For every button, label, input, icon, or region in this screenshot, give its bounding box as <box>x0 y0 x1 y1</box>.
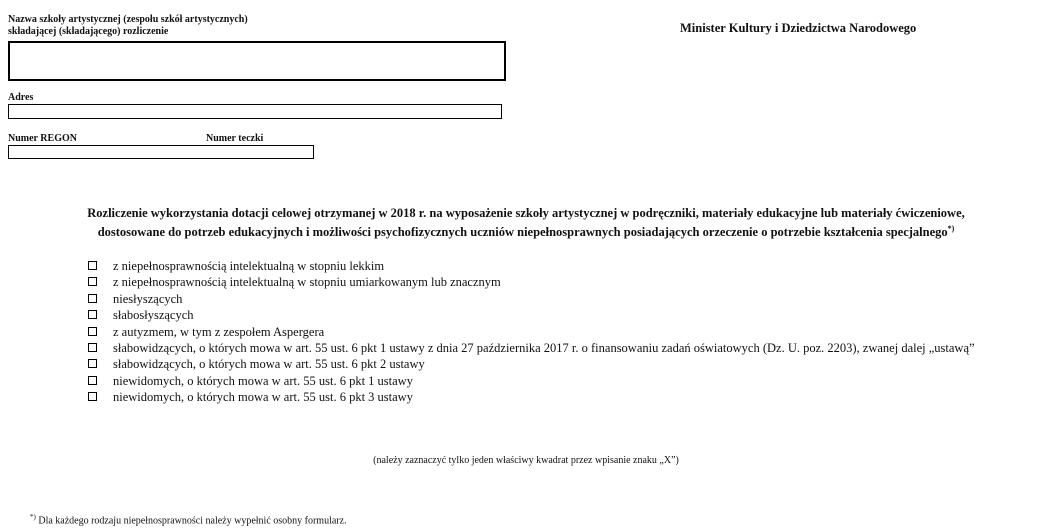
option-row[interactable] <box>88 291 1052 307</box>
option-row[interactable] <box>88 389 1052 405</box>
checkbox[interactable] <box>88 376 97 385</box>
option-label: niewidomych, o których mowa w art. 55 ust. 6 pkt 3 ustawy <box>113 390 413 405</box>
title-line-1: Rozliczenie wykorzystania dotacji celowej otrzymanej w 2018 r. na wyposażenie szkoły artystycznej w podręczniki, materiały edukacyjne lub materiały ćwiczeniowe, <box>87 206 965 220</box>
address-field[interactable] <box>8 104 502 119</box>
school-name-label-line1: Nazwa szkoły artystycznej (zespołu szkół artystycznych) <box>8 14 248 25</box>
footnote-mark: *) <box>30 513 36 521</box>
checkbox[interactable] <box>88 277 97 286</box>
option-row[interactable] <box>88 340 1052 356</box>
document-title <box>0 206 1052 240</box>
option-label: słabowidzących, o których mowa w art. 55 ust. 6 pkt 1 ustawy z dnia 27 października 2017 r. o finansowaniu zadań oświatowych (Dz. U. poz. 2203), zwanej dalej „ustawą” <box>113 341 975 356</box>
title-line-2: dostosowane do potrzeb edukacyjnych i możliwości psychofizycznych uczniów niepełnosprawnych posiadających orzeczenie o potrzebie kształcenia specjalnego*) <box>97 224 955 240</box>
checkbox[interactable] <box>88 392 97 401</box>
footnote <box>30 513 347 526</box>
footnote-text: Dla każdego rodzaju niepełnosprawności należy wypełnić osobny formularz. <box>35 515 347 527</box>
checkbox[interactable] <box>88 359 97 368</box>
regon-field[interactable] <box>8 145 314 159</box>
recipient: Minister Kultury i Dziedzictwa Narodowego <box>680 21 917 35</box>
option-label: niewidomych, o których mowa w art. 55 ust. 6 pkt 1 ustawy <box>113 373 413 388</box>
school-name-field[interactable] <box>8 41 506 81</box>
checkbox[interactable] <box>88 310 97 319</box>
school-name-label <box>8 14 248 38</box>
checkbox[interactable] <box>88 294 97 303</box>
option-row[interactable] <box>88 373 1052 389</box>
footnote-marker: *) <box>947 224 955 233</box>
option-label: z niepełnosprawnością intelektualną w stopniu lekkim <box>113 259 385 273</box>
option-label: z autyzmem, w tym z zespołem Aspergera <box>113 324 325 339</box>
option-row[interactable] <box>88 307 1052 323</box>
option-row[interactable] <box>88 324 1052 340</box>
option-row[interactable] <box>88 258 1052 274</box>
option-label: słabowidzących, o których mowa w art. 55 ust. 6 pkt 2 ustawy <box>113 357 425 372</box>
folder-number-label: Numer teczki <box>206 133 264 144</box>
option-label: niesłyszących <box>113 291 183 306</box>
disability-options <box>88 258 1052 406</box>
checkbox[interactable] <box>88 327 97 336</box>
option-label: słabosłyszących <box>113 308 194 323</box>
checkbox[interactable] <box>88 261 97 270</box>
option-label: z niepełnosprawnością intelektualną w stopniu umiarkowanym lub znacznym <box>113 275 501 290</box>
school-name-label-line2: składającej (składającego) rozliczenie <box>8 26 169 37</box>
checkbox[interactable] <box>88 343 97 352</box>
option-row[interactable] <box>88 274 1052 290</box>
option-row[interactable] <box>88 356 1052 372</box>
regon-label: Numer REGON <box>8 133 77 144</box>
address-label: Adres <box>8 92 34 103</box>
instruction-note: (należy zaznaczyć tylko jeden właściwy kwadrat przez wpisanie znaku „X”) <box>373 455 679 466</box>
